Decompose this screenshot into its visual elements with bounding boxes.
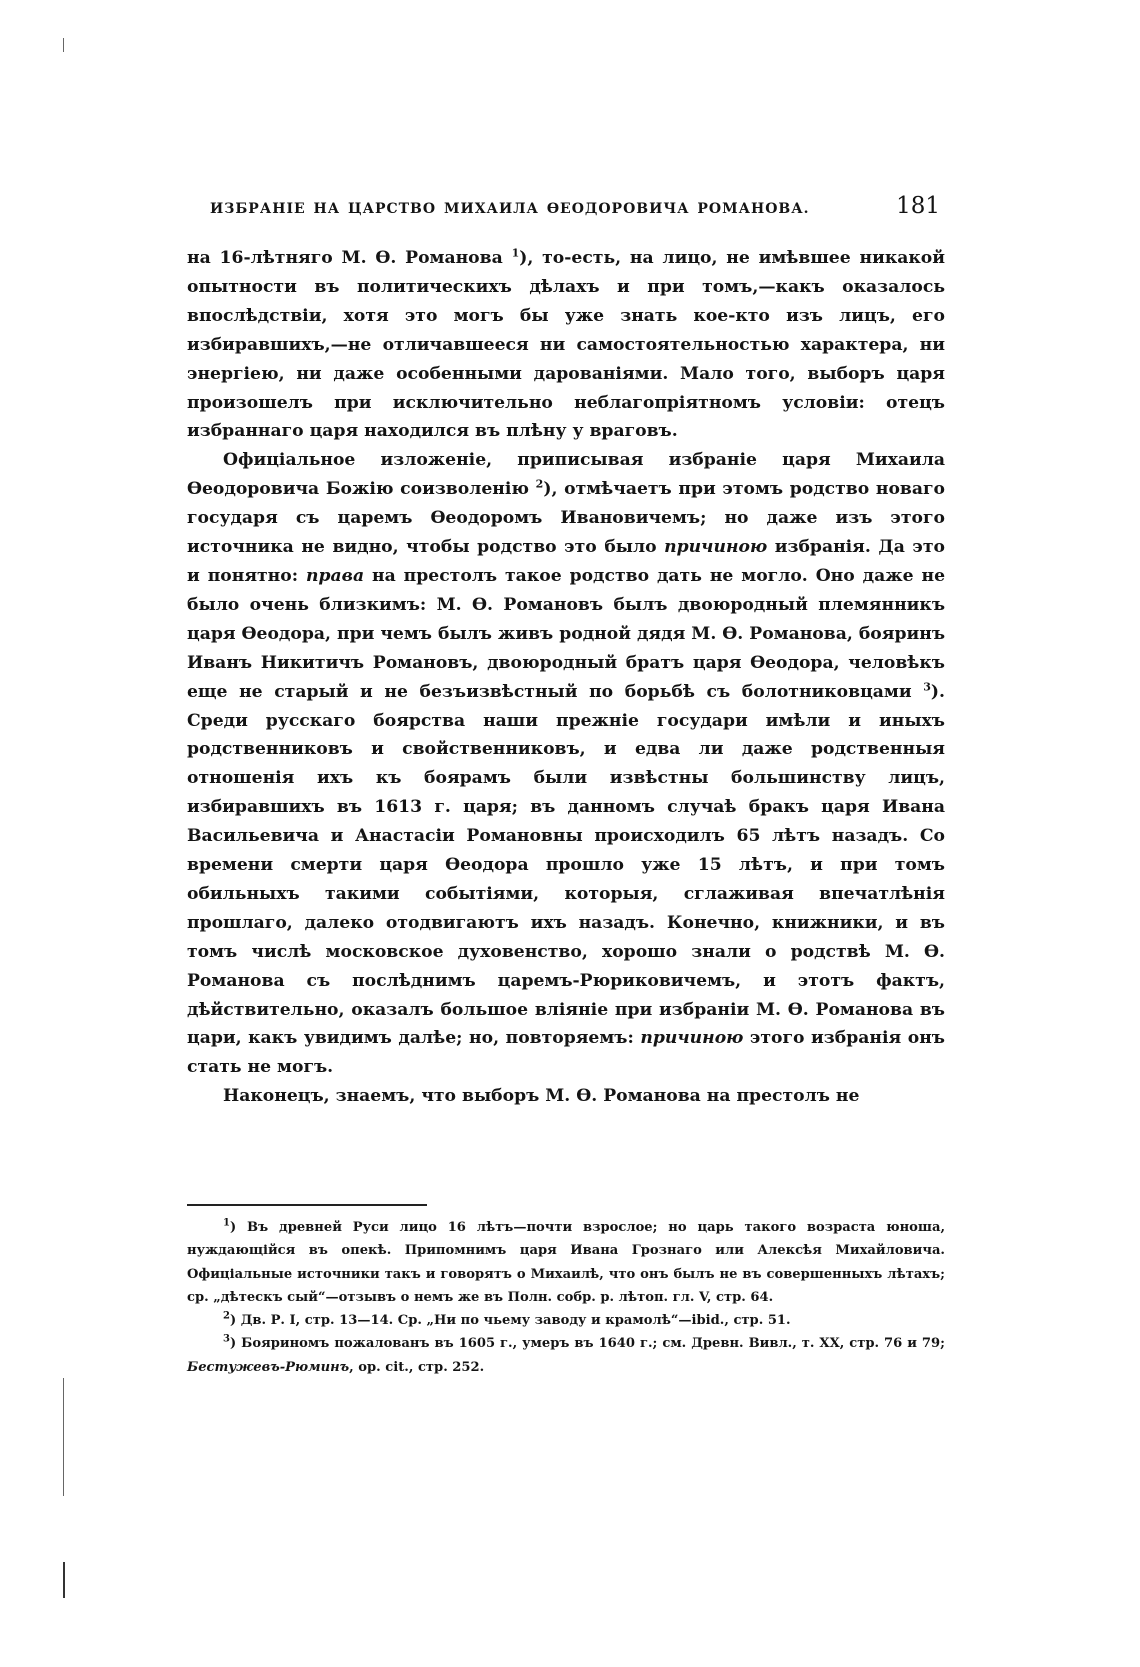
footnote-reference: 2 <box>535 477 544 491</box>
text-run: этого избранія онъ стать не могъ. <box>187 1028 945 1078</box>
italic-term: причиною <box>640 1028 744 1049</box>
text-run: ) Въ древней Руси лицо 16 лѣтъ—почти взрослое; но царь такого возраста юноша, нуждающійся въ опекѣ. Припомнимъ царя Ивана Грознаго или Алексѣя Михайловича. Офиціальные источники такъ и говорятъ о Михаилѣ, что онъ былъ не въ совершенныхъ лѣтахъ; ср. „дѣтескъ сый“—отзывъ о немъ же въ Полн. собр. р. лѣтоп. гл. V, стр. 64. <box>187 1220 945 1305</box>
footnote-number: 2 <box>223 1310 230 1322</box>
margin-scan-mark <box>63 1562 65 1598</box>
paragraph <box>187 1082 945 1111</box>
text-run: ) Бояриномъ пожалованъ въ 1605 г., умеръ въ 1640 г.; см. Древн. Вивл., т. XX, стр. 76 и 79; <box>229 1336 945 1352</box>
text-run: на престолъ такое родство дать не могло. Оно даже не было очень близкимъ: М. Ѳ. Романовъ былъ двоюродный племянникъ царя Ѳеодора, при чемъ былъ живъ родной дядя М. Ѳ. Романова, бояринъ Иванъ Никитичъ Романовъ, двоюродный братъ царя Ѳеодора, человѣкъ еще не старый и не безъизвѣстный по борьбѣ съ болотниковцами <box>187 565 946 702</box>
footnote-reference: 1 <box>511 246 520 260</box>
footnote-reference: 3 <box>923 679 931 693</box>
page-header <box>210 193 940 227</box>
footnotes <box>187 1216 945 1379</box>
margin-scan-mark <box>63 1378 64 1496</box>
text-run: Офиціальное изложеніе, приписывая избраніе царя Михаила Ѳеодоровича Божію соизволенію <box>187 450 945 500</box>
italic-term: Бестужевъ-Рюминъ <box>187 1359 350 1375</box>
paragraph <box>187 244 945 446</box>
paragraph <box>187 446 945 1082</box>
text-run: , op. cit., стр. 252. <box>349 1359 485 1375</box>
page-number: 181 <box>896 193 940 219</box>
text-run: ), то-есть, на лицо, не имѣвшее никакой опытности въ политическихъ дѣлахъ и при томъ,—какъ оказалось впослѣдствіи, хотя это могъ бы уже знать кое-кто изъ лицъ, его избиравшихъ,—не отличавшееся ни самостоятельностью характера, ни энергіею, ни даже особенными дарованіями. Мало того, выборъ царя произошелъ при исключительно неблагопріятномъ условіи: отецъ избраннаго царя находился въ плѣну у враговъ. <box>187 248 946 442</box>
footnote <box>187 1332 945 1379</box>
italic-term: права <box>306 565 365 586</box>
text-run: ) Дв. Р. I, стр. 13—14. Ср. „Ни по чьему заводу и крамолѣ“—ibid., стр. 51. <box>229 1313 791 1329</box>
text-run: избранія. Да это и понятно: <box>187 537 946 586</box>
text-run: Наконецъ, знаемъ, что выборъ М. Ѳ. Романова на престолъ не <box>223 1086 860 1107</box>
footnote <box>187 1216 945 1309</box>
text-run: на 16-лѣтняго М. Ѳ. Романова <box>187 248 512 268</box>
text-run: ). Среди русскаго боярства наши прежніе государи имѣли и иныхъ родственниковъ и свойственниковъ, и едва ли даже родственныя отношенія ихъ къ боярамъ были извѣстны большинству лицъ, избиравшихъ въ 1613 г. царя; въ данномъ случаѣ бракъ царя Ивана Васильевича и Анастасіи Романовны происходилъ 65 лѣтъ назадъ. Со времени смерти царя Ѳеодора прошло уже 15 лѣтъ, и при томъ обильныхъ такими событіями, которыя, сглаживая впечатлѣнія прошлаго, далеко отодвигаютъ ихъ назадъ. Конечно, книжники, и въ томъ числѣ московское духовенство, хорошо знали о родствѣ М. Ѳ. Романова съ послѣднимъ царемъ-Рюриковичемъ, и этотъ фактъ, дѣйствительно, оказалъ большое вліяніе при избраніи М. Ѳ. Романова въ цари, какъ увидимъ далѣе; но, повторяемъ: <box>187 681 945 1049</box>
footnote-number: 3 <box>223 1334 230 1346</box>
footnote-number: 1 <box>223 1217 230 1229</box>
italic-term: причиною <box>664 537 768 558</box>
main-text <box>187 244 945 1111</box>
footnote-separator <box>187 1204 427 1206</box>
footnote <box>187 1309 945 1332</box>
margin-scan-mark <box>63 38 64 52</box>
running-title: ИЗБРАНІЕ НА ЦАРСТВО МИХАИЛА ѲЕОДОРОВИЧА РОМАНОВА. <box>210 201 810 217</box>
text-run: ), отмѣчаетъ при этомъ родство новаго государя съ царемъ Ѳеодоромъ Ивановичемъ; но даже изъ этого источника не видно, чтобы родство это было <box>187 479 945 558</box>
